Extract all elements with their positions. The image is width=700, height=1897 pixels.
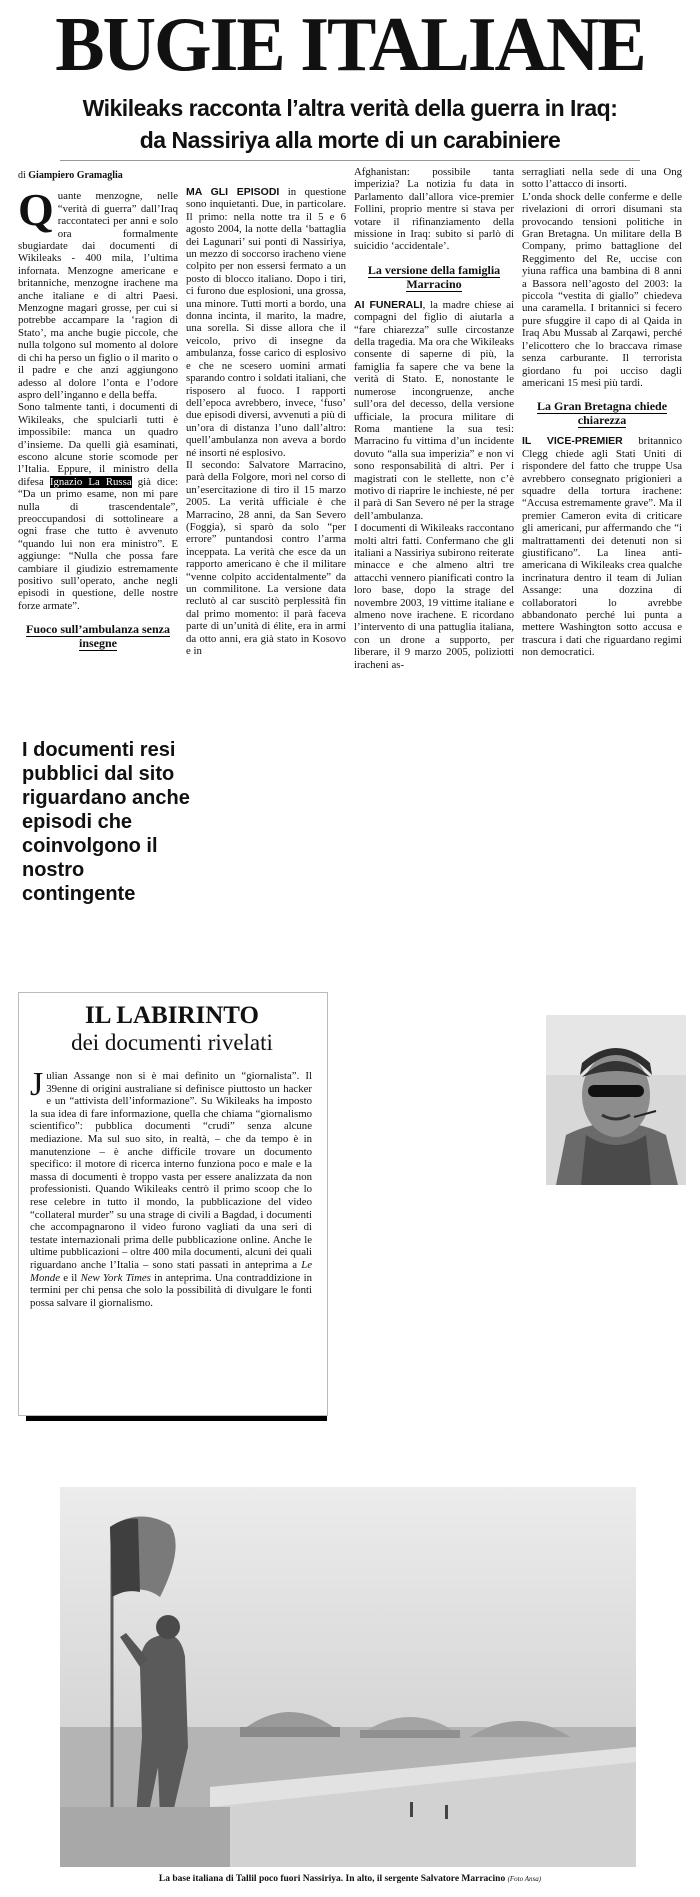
pull-quote: I documenti resi pubblici dal sito riguardano anche episodi che coinvolgono il nostro contingente xyxy=(22,739,190,905)
col2-paragraph-2: Il secondo: Salvatore Marracino, parà della Folgore, morì nel corso di un’esercitazione di tiro il 15 marzo 2005. La verità ufficiale è che Marracino, 28 anni, da San Severo (Foggia), si sparò da solo “per errore” puntandosi contro l’arma inceppata. La verità che esce da un rapporto americano è che il militare “venne colpito accidentalmente” da un commilitone. La versione data reclutò al car suscitò perplessità fin dal primo momento: il parà faceva parte di un’unità di élite, era in armi da otto anni, era già stato in Kosovo e in xyxy=(186,458,346,658)
kicker: MA GLI EPISODI xyxy=(186,186,280,198)
paragraph xyxy=(522,191,682,390)
paragraph xyxy=(18,184,178,401)
sidebar-text-b: e il xyxy=(59,1271,81,1284)
col4-paragraph-1: serragliati nella sede di una Ong sotto l’attacco di insorti. xyxy=(522,166,682,191)
caption-text: La base italiana di Tallil poco fuori Nassiriya. In alto, il sergente Salvatore Marracino xyxy=(158,1874,506,1884)
column-2 xyxy=(186,186,346,657)
sidebar-subtitle: dei documenti rivelati xyxy=(71,1030,273,1055)
base-image xyxy=(60,1487,636,1867)
byline-author: Giampiero Gramaglia xyxy=(28,170,123,181)
section-heading xyxy=(18,622,178,650)
paragraph xyxy=(186,459,346,658)
column-1 xyxy=(18,170,178,658)
col3-paragraph-1: Afghanistan: possibile tanta imperizia? La notizia fu data in Parlamento dall’allora vice-premier Follini, proprio mentre si stava per votare il rifinanziamento della missione in Iraq: subito si parlò di suicidio ‘accidentale’. xyxy=(354,166,514,253)
sidebar-nyt: New York Times xyxy=(80,1271,151,1284)
tallil-base-photo xyxy=(60,1487,636,1867)
section-heading xyxy=(522,399,682,427)
sidebar-text-c: in anteprima. Una contraddizione in termini per chi pensa che solo la possibilità di divulgare le fonti possa salvare il giornalismo. xyxy=(30,1271,312,1309)
paragraph xyxy=(186,186,346,459)
sidebar-body xyxy=(30,1066,312,1309)
sidebar-text-a: ulian Assange non si è mai definito un “giornalista”. Il 39enne di origini australiane si definisce piuttosto un hacker e un “attivista dell’informazione”. Su Wikileaks ha imposto la sua idea di fare informazione, quella che chiama “giornalismo scientifico”: pubblica documenti “crudi” senza alcune mediazione. Ma sul suo sito, in realtà, – che da tempo è in manutenzione – è anche difficile trovare un documento specifico: il motore di ricerca interno funziona poco e male e la massa di documenti è troppo vasta per essere analizzata da non professionisti. Quando Wikileaks centrò il primo scoop che lo rese celebre in tutto il mondo, la pubblicazione del video “collateral murder” su una strage di civili a Bagdad, i documenti che accompagnarono il video furono vagliati da una seri di testate internazionali prima delle pubblicazione online. Anche le ultime pubblicazioni – oltre 400 mila documenti, alcuni dei quali riguardano anche l’Italia – sono stati passati in anteprima a xyxy=(30,1070,312,1271)
col4-paragraph-3: britannico Clegg chiede agli Stati Uniti di rispondere del fatto che truppe Usa avrebbero consegnato prigionieri a squadre della tortura irachene: “Accusa estremamente grave”. Ma il premier Cameron evita di criticare gli americani, pur affermando che “i maltrattamenti dei detenuti non si giustificano”. La linea anti-americana di Wikileaks crea qualche incrinatura dentro il team di Julian Assange: una dozzina di collaboratori lo avrebbe abbandonato perché lui punta a mettere Washington sotto accusa e trascura i dati che riguardano regimi non democratici. xyxy=(522,435,682,659)
paragraph xyxy=(522,166,682,191)
col1-paragraph-2a: Sono talmente tanti, i documenti di Wikileaks, che spulciarli tutti è impossibile: manca un quadro d’insieme. Da quelli già esaminati, escono alcune storie scomode per l’Italia. Eppure, il ministro della difesa xyxy=(18,401,178,488)
paragraph xyxy=(18,401,178,612)
column-3 xyxy=(354,166,514,671)
dropcap: Q xyxy=(18,184,54,236)
section-heading-text: La versione della famiglia Marracino xyxy=(367,262,501,291)
subheadline-line1: Wikileaks racconta l’altra verità della guerra in Iraq: xyxy=(82,95,618,121)
dropcap: J xyxy=(30,1066,44,1103)
kicker: AI FUNERALI xyxy=(354,298,423,311)
col1-paragraph-2b: già dice: “Da un primo esame, non mi pare nulla di trascendentale”, preoccupandosi di sottolineare a ogni frase che tutto è avvenuto “quando lui non era ministro”. E aggiunge: “Nulla che possa fare cambiare il giudizio estremamente positivo sull’operato, anche negli episodi in questione, delle nostre forze armate”. xyxy=(18,475,178,612)
photo-credit: (Foto Ansa) xyxy=(507,1875,542,1883)
paragraph xyxy=(354,299,514,522)
section-heading-text: Fuoco sull’ambulanza senza insegne xyxy=(25,622,170,651)
column-4 xyxy=(522,166,682,659)
soldier-portrait-photo xyxy=(546,1015,686,1185)
paragraph xyxy=(354,166,514,253)
paragraph xyxy=(354,522,514,671)
sidebar-title: IL LABIRINTO xyxy=(85,1002,259,1029)
paragraph xyxy=(522,435,682,658)
byline-prefix: di xyxy=(18,170,26,181)
headline: BUGIE ITALIANE xyxy=(55,1,645,89)
kicker: IL VICE-PREMIER xyxy=(522,435,623,448)
photo-caption xyxy=(70,1874,630,1884)
section-heading xyxy=(354,263,514,291)
byline xyxy=(18,170,178,182)
col2-paragraph-1: in questione sono inquietanti. Due, in particolare. Il primo: nella notte tra il 5 e 6 agosto 2004, la notte della ‘battaglia dei Lagunari’ sui ponti di Nassiriya, un mezzo di soccorso iracheno viene colpito per non essersi fermato a un posto di blocco italiano. Dopo i tiri, ci furono due esplosioni, una grossa, una minore. Tutti morti a bordo, una donna incinta, il marito, la madre, una sorella. Si disse allora che il veicolo, privo di insegne da ambulanza, fosse carico di esplosivo e che ne scesero uomini armati sparando contro i soldati italiani, che risposero al fuoco. I rapporti dell’epoca avrebbero, invece, ‘fuso’ due episodi diversi, avvenuti a più di un’ora di distanza l’uno dall’altro: quell’ambulanza non aveva a bordo né insorti né esplosivo. xyxy=(186,186,346,459)
col1-paragraph-1: uante menzogne, nelle “verità di guerra” dall’Iraq raccontateci per anni e solo ora formalmente sbugiardate dai documenti di Wikileaks - 400 mila, l’ultima infornata. Menzogne americane e britanniche, menzogne irachene ma anche italiane e di altri Paesi. Menzogne magari grosse, per cui si potrebbe accampare la ‘ragion di Stato’, ma anche bugie piccole, che nulla tolgono sul momento al dolore di chi ha perso un figlio o il marito o il padre e che anzi aggiungono adesso al dolore l’onta e l’odore aspro dell’inganno e della beffa. xyxy=(18,190,178,401)
divider xyxy=(60,160,640,161)
col3-paragraph-3: I documenti di Wikileaks raccontano molti altri fatti. Confermano che gli italiani a Nassiriya subirono reiterate minacce e che almeno altri tre attacchi vennero pianificati contro la loro base, dopo la strage del novembre 2003, 19 vittime italiane e almeno nove irachene. E ricordano l’intervento di una pattuglia italiana, con un drone a supporto, per liberare, il 9 marzo 2005, poliziotti iracheni as- xyxy=(354,522,514,671)
portrait-image xyxy=(546,1015,686,1185)
col4-paragraph-2: L’onda shock delle conferme e delle rivelazioni di orrori disumani sta provocando tensioni politiche in Gran Bretagna. Un militare della B Company, primo battaglione del Reggimento del Re, uccise con yiuna raffica una bambina di 8 anni a Bassora nell’agosto del 2003: la piccola “vestita di giallo” chiedeva una caramella. I britannici si fecero pure sfuggire il capo di al Qaida in Iraq Abu Mussab al Zarqawi, perché l’elicottero che lo braccava rimase senza carburante. Il terrorista giordano fu poi ucciso dagli americani 15 mesi più tardi. xyxy=(522,190,682,389)
subheadline-line2: da Nassiriya alla morte di un carabiniere xyxy=(139,127,561,153)
section-heading-text: La Gran Bretagna chiede chiarezza xyxy=(536,399,668,428)
col3-paragraph-2: , la madre chiese ai compagni del figlio di aiutarla a “fare chiarezza” sulle circostanze della tragedia. Ma ora che Wikileaks consente di saperne di più, la famiglia fa sapere che va bene la verità di Stato. E, nonostante le numerose incongruenze, anche sull’ora del decesso, della versione ufficiale, la procura militare di Roma mantiene la sua tesi: Marracino fu vittima d’un incidente dovuto “alla sua imperizia” e non vi sono responsabilità di altri. Per i magistrati con le stellette, non c’è motivo di riaprire le inchieste, né per il parà di San Severo né per la strage dell’ambulanza. xyxy=(354,298,514,522)
sidebar-lemonde: Le Monde xyxy=(30,1258,312,1284)
highlighted-name: Ignazio La Russa xyxy=(49,475,132,488)
